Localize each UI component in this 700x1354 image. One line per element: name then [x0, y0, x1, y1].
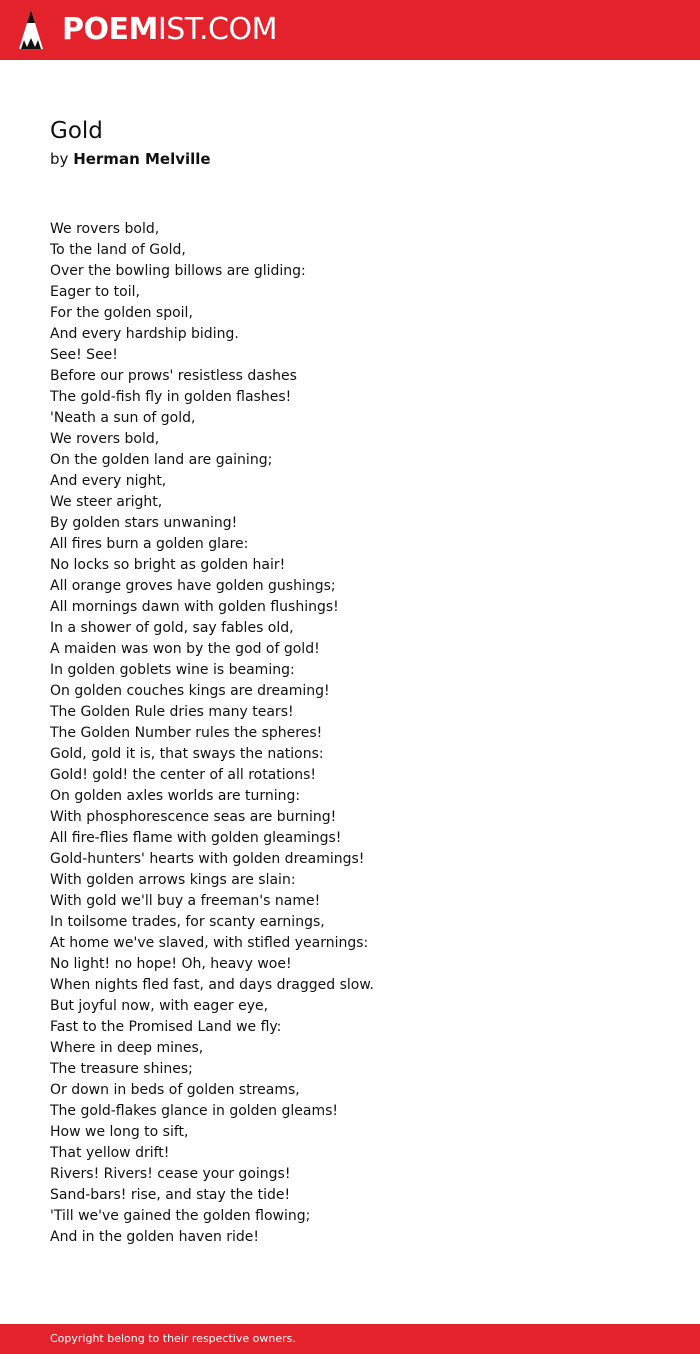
- poem-line: When nights fled fast, and days dragged slow.: [50, 977, 374, 993]
- poem-line: But joyful now, with eager eye,: [50, 998, 269, 1014]
- poem-line: Fast to the Promised Land we fly:: [50, 1019, 282, 1035]
- poem-line: Or down in beds of golden streams,: [50, 1082, 300, 1098]
- poem-line: All fire-flies flame with golden gleamings!: [50, 830, 342, 846]
- poem-line: See! See!: [50, 347, 118, 363]
- poem-line: All fires burn a golden glare:: [50, 536, 249, 552]
- poem-line: Gold! gold! the center of all rotations!: [50, 767, 317, 783]
- poem-line: At home we've slaved, with stifled yearnings:: [50, 935, 369, 951]
- pencil-tip-icon[interactable]: [18, 9, 44, 51]
- poem-line: To the land of Gold,: [50, 242, 186, 258]
- poem-line: Where in deep mines,: [50, 1040, 204, 1056]
- author-name: Herman Melville: [73, 150, 211, 168]
- poem-body: [50, 219, 650, 1248]
- poem-line: And every night,: [50, 473, 167, 489]
- poem-line: 'Till we've gained the golden flowing;: [50, 1208, 311, 1224]
- copyright-text: Copyright belong to their respective owners.: [50, 1332, 296, 1345]
- poem-line: The Golden Number rules the spheres!: [50, 725, 323, 741]
- poem-line: Sand-bars! rise, and stay the tide!: [50, 1187, 291, 1203]
- poem-line: With gold we'll buy a freeman's name!: [50, 893, 321, 909]
- poem-line: Rivers! Rivers! cease your goings!: [50, 1166, 291, 1182]
- poem-line: With golden arrows kings are slain:: [50, 872, 296, 888]
- poem-line: That yellow drift!: [50, 1145, 170, 1161]
- poem-line: 'Neath a sun of gold,: [50, 410, 196, 426]
- poem-line: In a shower of gold, say fables old,: [50, 620, 294, 636]
- poem-line: A maiden was won by the god of gold!: [50, 641, 320, 657]
- poem-line: Gold-hunters' hearts with golden dreamings!: [50, 851, 365, 867]
- poem-line: And in the golden haven ride!: [50, 1229, 260, 1245]
- poem-line: The Golden Rule dries many tears!: [50, 704, 294, 720]
- poem-line: In toilsome trades, for scanty earnings,: [50, 914, 325, 930]
- poem-line: Before our prows' resistless dashes: [50, 368, 297, 384]
- poem-line: On the golden land are gaining;: [50, 452, 273, 468]
- poem-line: The gold-fish fly in golden flashes!: [50, 389, 292, 405]
- poem-line: All orange groves have golden gushings;: [50, 578, 336, 594]
- brand-bold: POEM: [62, 12, 158, 47]
- poem-line: The gold-flakes glance in golden gleams!: [50, 1103, 339, 1119]
- poem-line: By golden stars unwaning!: [50, 515, 238, 531]
- poem-line: All mornings dawn with golden flushings!: [50, 599, 339, 615]
- poem-line: How we long to sift,: [50, 1124, 189, 1140]
- poem-line: We steer aright,: [50, 494, 163, 510]
- poem-line: Gold, gold it is, that sways the nations:: [50, 746, 324, 762]
- byline: [50, 148, 211, 170]
- site-logo[interactable]: [62, 11, 277, 49]
- by-label: by: [50, 150, 69, 168]
- poem-line: With phosphorescence seas are burning!: [50, 809, 337, 825]
- poem-title: Gold: [50, 118, 103, 144]
- poem-line: We rovers bold,: [50, 221, 160, 237]
- poem-line: No locks so bright as golden hair!: [50, 557, 286, 573]
- poem-line: On golden axles worlds are turning:: [50, 788, 301, 804]
- poem-line: For the golden spoil,: [50, 305, 193, 321]
- poem-line: The treasure shines;: [50, 1061, 193, 1077]
- poem-line: No light! no hope! Oh, heavy woe!: [50, 956, 292, 972]
- poem-line: And every hardship biding.: [50, 326, 239, 342]
- poem-line: In golden goblets wine is beaming:: [50, 662, 295, 678]
- site-header: [0, 0, 700, 60]
- poem-line: On golden couches kings are dreaming!: [50, 683, 330, 699]
- site-footer: [0, 1324, 700, 1354]
- poem-line: We rovers bold,: [50, 431, 160, 447]
- poem-line: Eager to toil,: [50, 284, 140, 300]
- brand-light: IST.COM: [157, 12, 277, 47]
- poem-line: Over the bowling billows are gliding:: [50, 263, 306, 279]
